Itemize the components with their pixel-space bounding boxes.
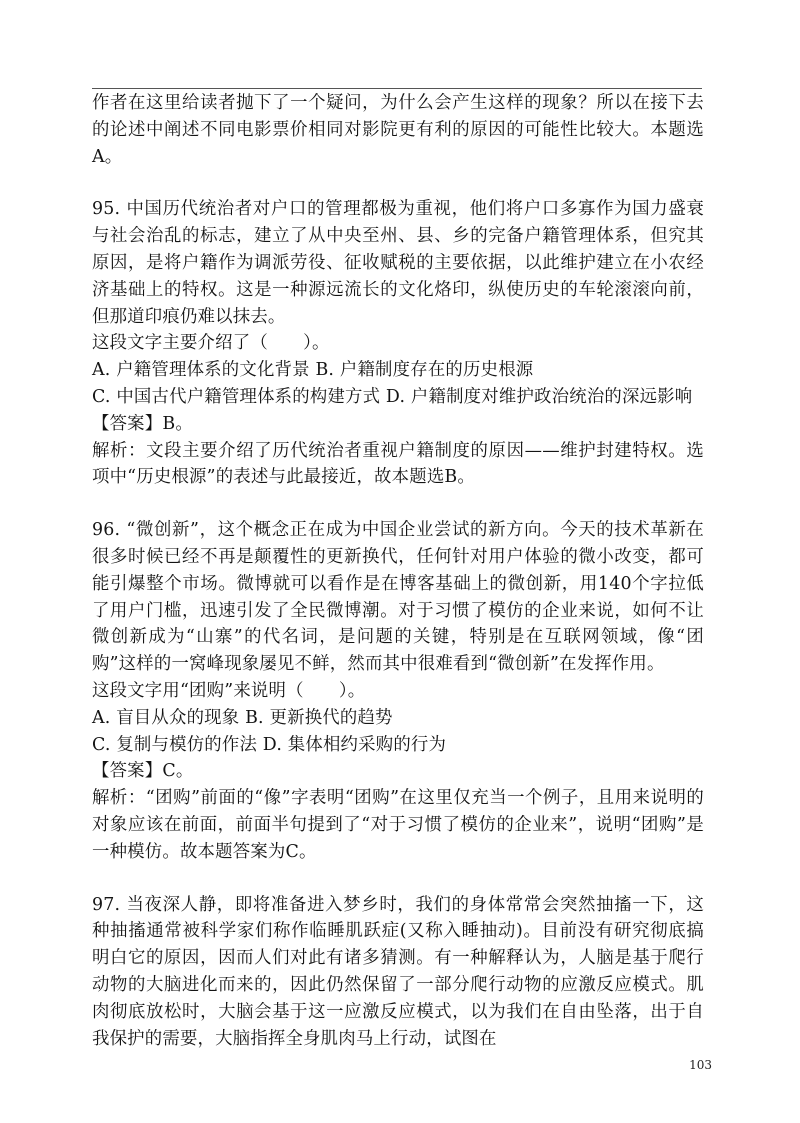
spacer — [92, 866, 704, 892]
spacer — [92, 170, 704, 196]
question-96 — [92, 517, 704, 865]
question-95-options-ab: A. 户籍管理体系的文化背景 B. 户籍制度存在的历史根源 — [92, 360, 534, 381]
question-95 — [92, 196, 704, 491]
question-95-analysis: 解析：文段主要介绍了历代统治者重视户籍制度的原因——维护封建特权。选项中“历史根源”的表述与此最接近，故本题选B。 — [92, 440, 704, 488]
question-96-stem: 96. “微创新”，这个概念正在成为中国企业尝试的新方向。今天的技术革新在很多时候已经不再是颠覆性的更新换代，任何针对用户体验的微小改变，都可能引爆整个市场。微博就可以看作是在博客基础上的微创新，用140个字拉低了用户门槛，迅速引发了全民微博潮。对于习惯了模仿的企业来说，如何不让微创新成为“山寨”的代名词，是问题的关键，特别是在互联网领域，像“团购”这样的一窝峰现象屡见不鲜，然而其中很难看到“微创新”在发挥作用。 — [92, 520, 704, 675]
question-97-stem: 97. 当夜深人静，即将准备进入梦乡时，我们的身体常常会突然抽搐一下，这种抽搐通常被科学家们称作临睡肌跃症(又称入睡抽动)。目前没有研究彻底搞明白它的原因，因而人们对此有诸多猜测。有一种解释认为，人脑是基于爬行动物的大脑进化而来的，因此仍然保留了一部分爬行动物的应激反应模式。肌肉彻底放松时，大脑会基于这一应激反应模式，以为我们在自由坠落，出于自我保护的需要，大脑指挥全身肌肉马上行动，试图在 — [92, 894, 704, 1049]
spacer — [92, 491, 704, 517]
question-96-analysis: 解析：“团购”前面的“像”字表明“团购”在这里仅充当一个例子，且用来说明的对象应该在前面，前面半句提到了“对于习惯了模仿的企业来”，说明“团购”是一种模仿。故本题答案为C。 — [92, 788, 704, 862]
question-95-stem: 95. 中国历代统治者对户口的管理都极为重视，他们将户口多寡作为国力盛衰与社会治乱的标志，建立了从中央至州、县、乡的完备户籍管理体系，但究其原因，是将户籍作为调派劳役、征收赋税的主要依据，以此维护建立在小农经济基础上的特权。这是一种源远流长的文化烙印，纵使历史的车轮滚滚向前，但那道印痕仍难以抹去。 — [92, 199, 704, 327]
question-95-options-cd: C. 中国古代户籍管理体系的构建方式 D. 户籍制度对维护政治统治的深远影响 — [92, 386, 693, 407]
question-96-options-cd: C. 复制与模仿的作法 D. 集体相约采购的行为 — [92, 734, 447, 755]
header-rule — [92, 88, 702, 89]
page-number: 103 — [689, 1058, 712, 1072]
question-95-answer: 【答案】B。 — [92, 413, 193, 434]
page-content — [92, 90, 704, 1052]
intro-paragraph: 作者在这里给读者抛下了一个疑问，为什么会产生这样的现象？所以在接下去的论述中阐述不同电影票价相同对影院更有利的原因的可能性比较大。本题选A。 — [92, 93, 704, 167]
question-96-prompt: 这段文字用“团购”来说明（ ）。 — [92, 680, 366, 701]
question-96-answer: 【答案】C。 — [92, 761, 194, 782]
question-95-prompt: 这段文字主要介绍了（ ）。 — [92, 333, 330, 354]
question-97 — [92, 892, 704, 1053]
question-96-options-ab: A. 盲目从众的现象 B. 更新换代的趋势 — [92, 707, 393, 728]
